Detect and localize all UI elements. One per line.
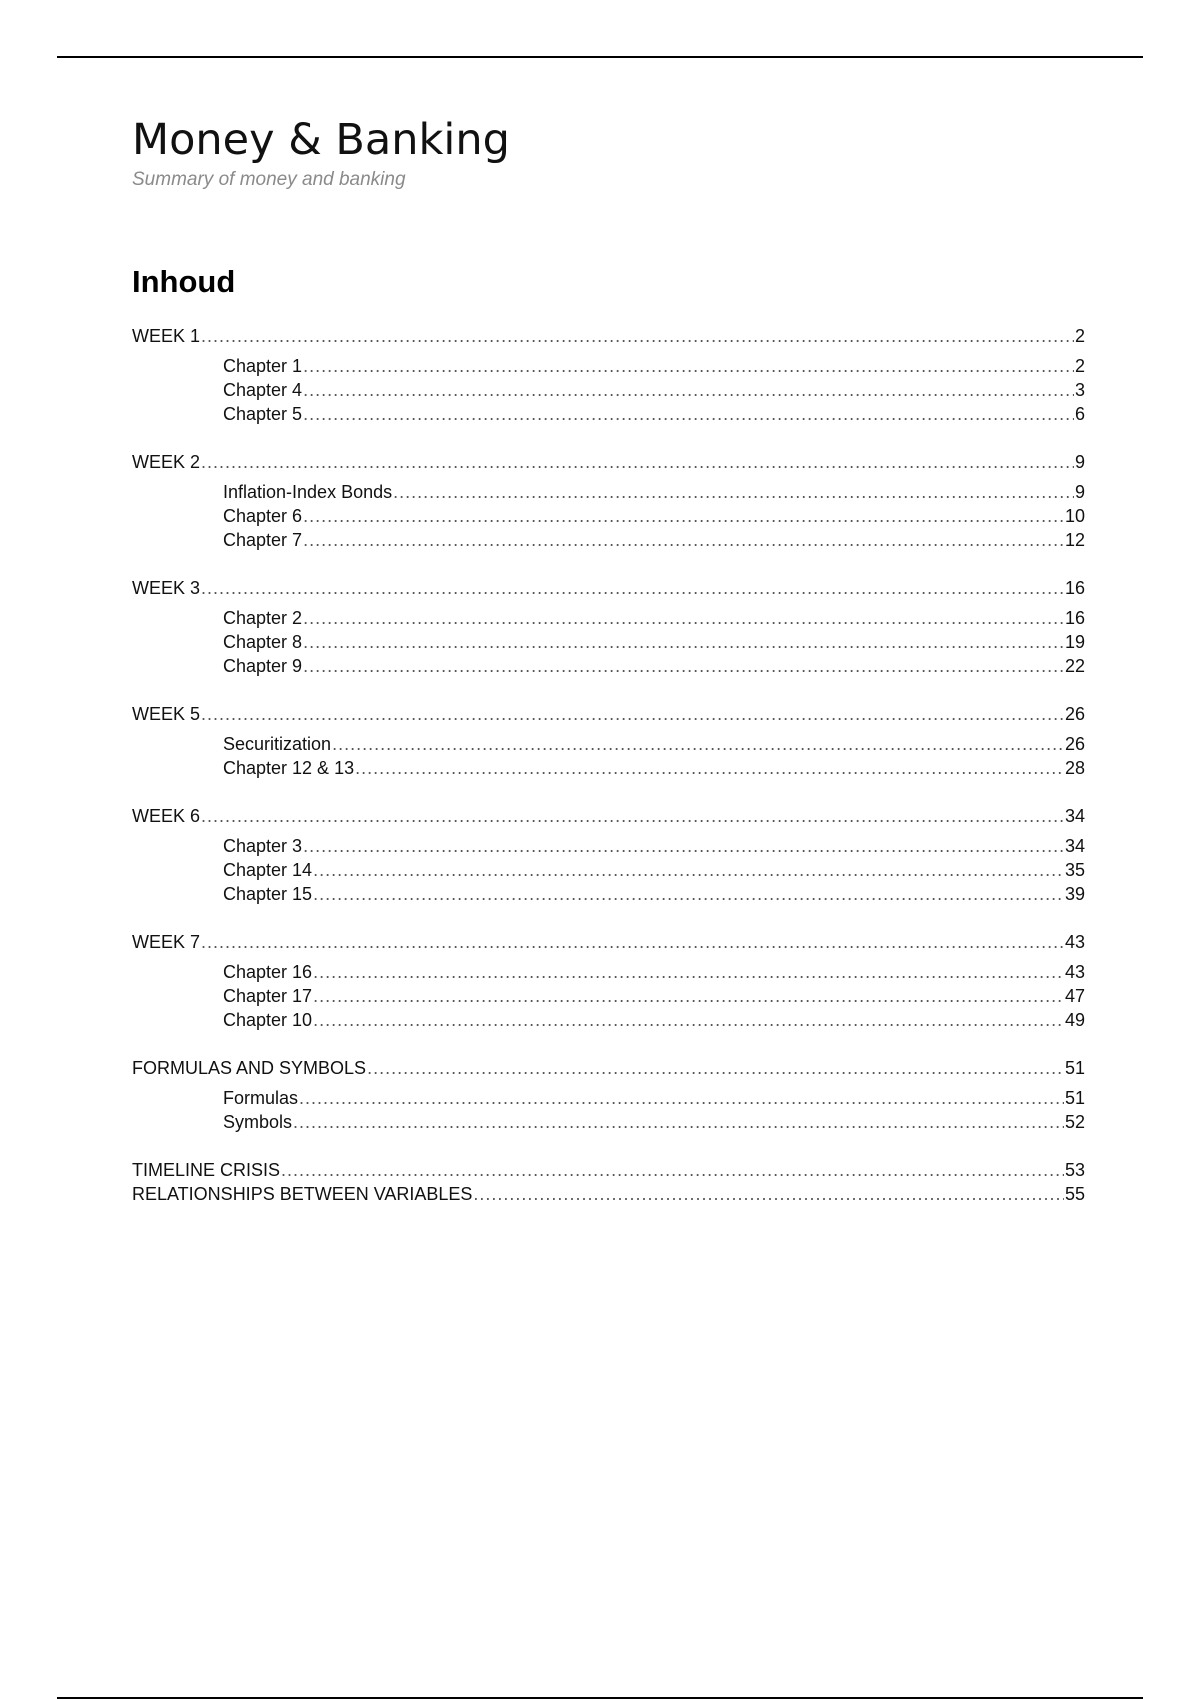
- toc-entry-page: 2: [1074, 356, 1085, 376]
- toc-leader-dots: [201, 804, 1064, 828]
- toc-entry-page: 34: [1064, 806, 1085, 826]
- toc-entry-label: Chapter 4: [223, 380, 303, 400]
- toc-leader-dots: [201, 702, 1064, 726]
- toc-entry-label: Securitization: [223, 734, 332, 754]
- toc-entry-page: 35: [1064, 860, 1085, 880]
- toc-leader-dots: [313, 882, 1064, 906]
- toc-entry-page: 28: [1064, 758, 1085, 778]
- toc-group-week-1: [132, 324, 1085, 426]
- toc-leader-dots: [303, 402, 1074, 426]
- toc-entry-chapter-3[interactable]: [132, 834, 1085, 858]
- toc-entry-label: WEEK 2: [132, 452, 201, 472]
- toc-leader-dots: [299, 1086, 1064, 1110]
- toc-heading: Inhoud: [132, 264, 236, 299]
- toc-entry-page: 22: [1064, 656, 1085, 676]
- toc-entry-label: Chapter 6: [223, 506, 303, 526]
- toc-entry-week-2[interactable]: [132, 450, 1085, 474]
- toc-entry-label: Chapter 3: [223, 836, 303, 856]
- toc-entry-label: Chapter 15: [223, 884, 313, 904]
- toc-entry-label: TIMELINE CRISIS: [132, 1160, 281, 1180]
- toc-group-week-3: [132, 576, 1085, 678]
- toc-entry-page: 52: [1064, 1112, 1085, 1132]
- toc-entry-chapter-10[interactable]: [132, 1008, 1085, 1032]
- toc-entry-chapter-17[interactable]: [132, 984, 1085, 1008]
- toc-leader-dots: [303, 606, 1064, 630]
- toc-entry-page: 51: [1064, 1088, 1085, 1108]
- toc-entry-label: Chapter 1: [223, 356, 303, 376]
- toc-entry-label: Formulas: [223, 1088, 299, 1108]
- toc-leader-dots: [201, 324, 1074, 348]
- toc-leader-dots: [303, 354, 1074, 378]
- toc-entry-chapter-2[interactable]: [132, 606, 1085, 630]
- toc-group-formulas-and-symbols: [132, 1056, 1085, 1134]
- toc-entry-page: 47: [1064, 986, 1085, 1006]
- toc-entry-label: FORMULAS AND SYMBOLS: [132, 1058, 367, 1078]
- footer-rule: [57, 1697, 1143, 1699]
- toc-entry-label: Chapter 9: [223, 656, 303, 676]
- toc-leader-dots: [313, 1008, 1064, 1032]
- toc-entry-label: Chapter 7: [223, 530, 303, 550]
- toc-leader-dots: [281, 1158, 1064, 1182]
- toc-entry-label: WEEK 1: [132, 326, 201, 346]
- toc-leader-dots: [201, 930, 1064, 954]
- toc-entry-page: 9: [1074, 452, 1085, 472]
- toc-leader-dots: [367, 1056, 1064, 1080]
- header-rule: [57, 56, 1143, 58]
- toc-entry-chapter-7[interactable]: [132, 528, 1085, 552]
- toc-leader-dots: [313, 984, 1064, 1008]
- toc-leader-dots: [313, 960, 1064, 984]
- toc-entry-label: RELATIONSHIPS BETWEEN VARIABLES: [132, 1184, 473, 1204]
- toc-leader-dots: [201, 576, 1064, 600]
- toc-leader-dots: [473, 1182, 1064, 1206]
- toc-entry-label: WEEK 7: [132, 932, 201, 952]
- toc-entry-page: 43: [1064, 962, 1085, 982]
- toc-group-week-6: [132, 804, 1085, 906]
- toc-entry-formulas[interactable]: [132, 1086, 1085, 1110]
- toc-entry-chapter-1[interactable]: [132, 354, 1085, 378]
- toc-leader-dots: [313, 858, 1064, 882]
- toc-entry-page: 26: [1064, 704, 1085, 724]
- toc-entry-page: 49: [1064, 1010, 1085, 1030]
- toc-entry-label: Symbols: [223, 1112, 293, 1132]
- toc-leader-dots: [303, 378, 1074, 402]
- toc-group-week-2: [132, 450, 1085, 552]
- toc-entry-symbols[interactable]: [132, 1110, 1085, 1134]
- toc-entry-page: 16: [1064, 608, 1085, 628]
- toc-entry-page: 2: [1074, 326, 1085, 346]
- toc-entry-page: 6: [1074, 404, 1085, 424]
- toc-leader-dots: [393, 480, 1074, 504]
- toc-entry-relationships-between-variables[interactable]: [132, 1182, 1085, 1206]
- toc-entry-label: Chapter 14: [223, 860, 313, 880]
- toc-entry-chapter-12-13[interactable]: [132, 756, 1085, 780]
- table-of-contents: [132, 324, 1085, 1206]
- toc-entry-chapter-16[interactable]: [132, 960, 1085, 984]
- toc-entry-chapter-15[interactable]: [132, 882, 1085, 906]
- toc-group-appendix: [132, 1158, 1085, 1206]
- toc-entry-chapter-14[interactable]: [132, 858, 1085, 882]
- toc-leader-dots: [355, 756, 1064, 780]
- toc-entry-label: Chapter 5: [223, 404, 303, 424]
- toc-entry-label: Chapter 16: [223, 962, 313, 982]
- toc-entry-page: 3: [1074, 380, 1085, 400]
- toc-entry-label: Chapter 8: [223, 632, 303, 652]
- toc-entry-page: 51: [1064, 1058, 1085, 1078]
- toc-leader-dots: [303, 504, 1064, 528]
- toc-entry-week-7[interactable]: [132, 930, 1085, 954]
- toc-entry-page: 26: [1064, 734, 1085, 754]
- toc-entry-page: 34: [1064, 836, 1085, 856]
- toc-entry-chapter-8[interactable]: [132, 630, 1085, 654]
- toc-group-week-5: [132, 702, 1085, 780]
- toc-entry-label: WEEK 3: [132, 578, 201, 598]
- toc-group-week-7: [132, 930, 1085, 1032]
- toc-entry-page: 55: [1064, 1184, 1085, 1204]
- toc-entry-label: Inflation-Index Bonds: [223, 482, 393, 502]
- toc-entry-label: Chapter 2: [223, 608, 303, 628]
- toc-entry-timeline-crisis[interactable]: [132, 1158, 1085, 1182]
- toc-entry-label: WEEK 6: [132, 806, 201, 826]
- toc-entry-inflation-index-bonds[interactable]: [132, 480, 1085, 504]
- toc-entry-week-6[interactable]: [132, 804, 1085, 828]
- toc-leader-dots: [303, 654, 1064, 678]
- toc-leader-dots: [293, 1110, 1064, 1134]
- toc-leader-dots: [201, 450, 1074, 474]
- toc-entry-label: Chapter 10: [223, 1010, 313, 1030]
- toc-entry-week-3[interactable]: [132, 576, 1085, 600]
- toc-entry-week-5[interactable]: [132, 702, 1085, 726]
- document-subtitle: Summary of money and banking: [132, 169, 406, 190]
- toc-leader-dots: [332, 732, 1064, 756]
- toc-entry-label: Chapter 12 & 13: [223, 758, 355, 778]
- toc-entry-label: WEEK 5: [132, 704, 201, 724]
- toc-entry-formulas-and-symbols[interactable]: [132, 1056, 1085, 1080]
- toc-entry-securitization[interactable]: [132, 732, 1085, 756]
- toc-entry-chapter-6[interactable]: [132, 504, 1085, 528]
- toc-entry-page: 10: [1064, 506, 1085, 526]
- toc-leader-dots: [303, 528, 1064, 552]
- toc-entry-page: 19: [1064, 632, 1085, 652]
- toc-entry-page: 12: [1064, 530, 1085, 550]
- toc-entry-chapter-5[interactable]: [132, 402, 1085, 426]
- toc-entry-week-1[interactable]: [132, 324, 1085, 348]
- toc-entry-page: 16: [1064, 578, 1085, 598]
- toc-entry-page: 53: [1064, 1160, 1085, 1180]
- toc-entry-label: Chapter 17: [223, 986, 313, 1006]
- toc-entry-page: 9: [1074, 482, 1085, 502]
- toc-leader-dots: [303, 834, 1064, 858]
- toc-entry-page: 43: [1064, 932, 1085, 952]
- document-title: Money & Banking: [132, 115, 510, 165]
- toc-entry-chapter-4[interactable]: [132, 378, 1085, 402]
- toc-entry-page: 39: [1064, 884, 1085, 904]
- toc-entry-chapter-9[interactable]: [132, 654, 1085, 678]
- toc-leader-dots: [303, 630, 1064, 654]
